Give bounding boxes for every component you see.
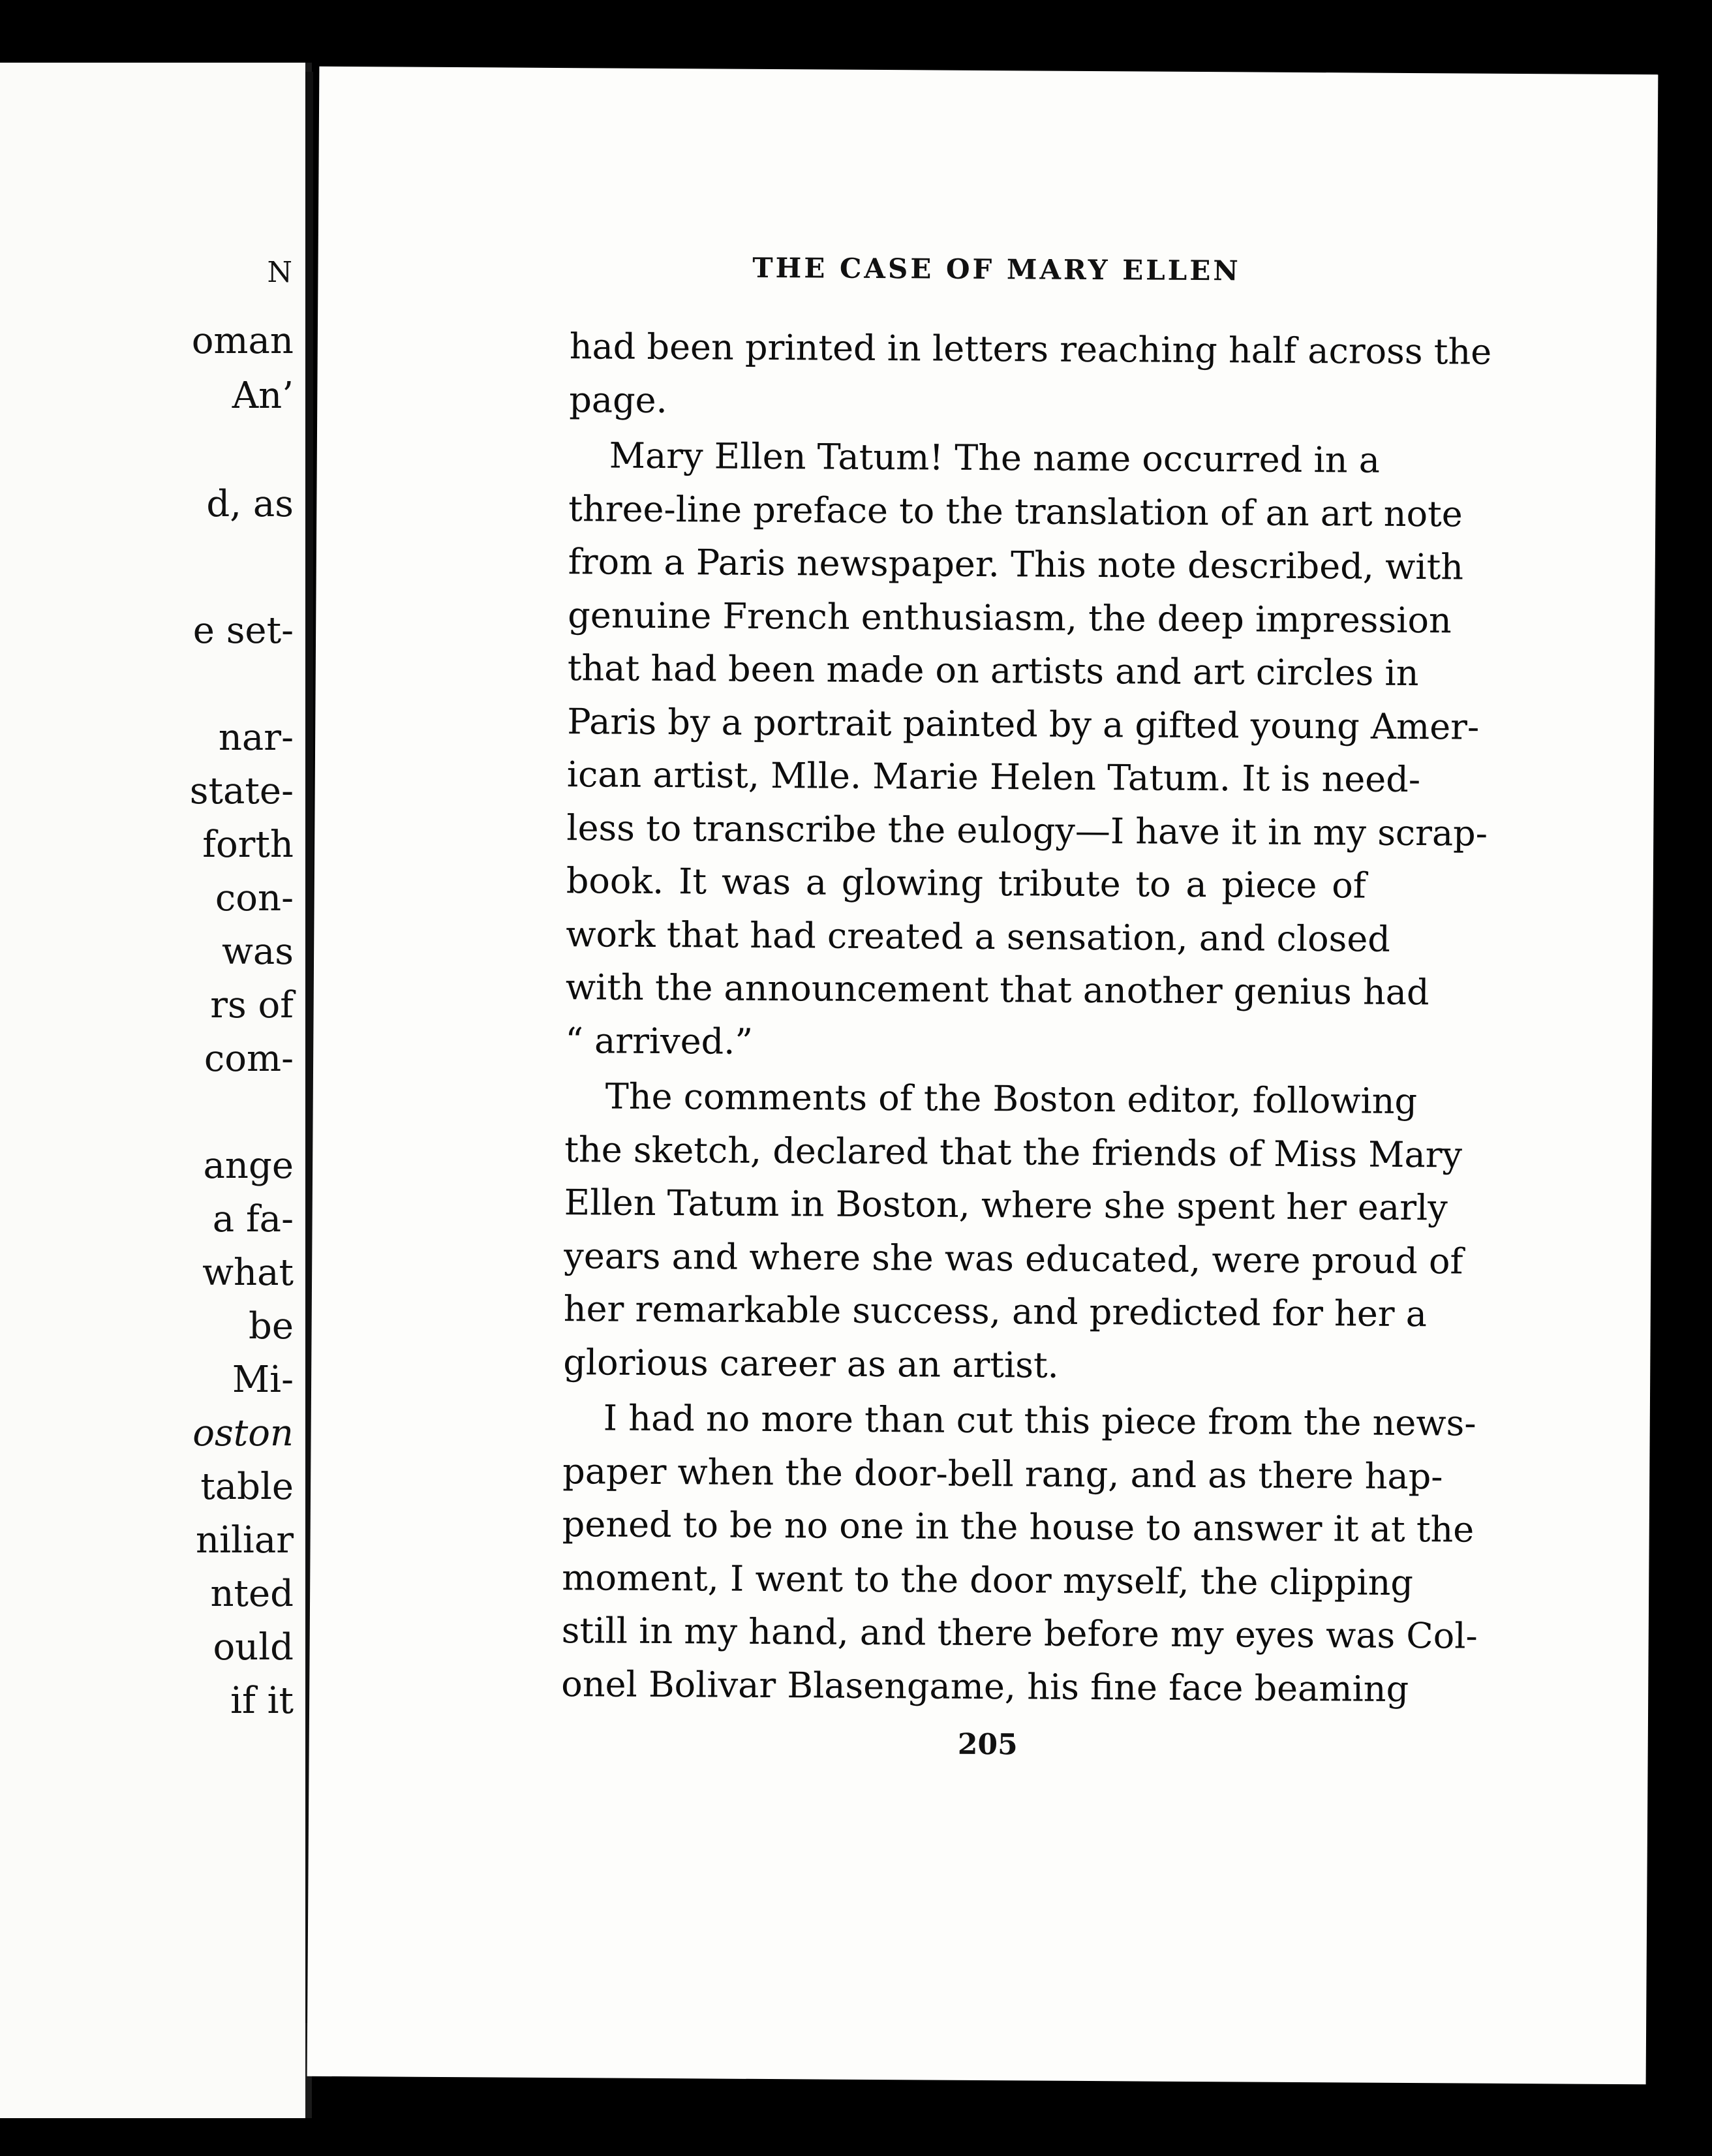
text-line: genuine French enthusiasm, the deep impression (568, 594, 1452, 641)
left-line-fragment: if it (230, 1680, 294, 1722)
text-line: moment, I went to the door myself, the clipping (562, 1556, 1414, 1603)
left-line-fragment: be (249, 1305, 294, 1348)
left-line-fragment: niliar (196, 1519, 294, 1562)
text-line: onel Bolivar Blasengame, his fine face beaming (561, 1663, 1409, 1710)
text-line: Ellen Tatum in Boston, where she spent her early (564, 1182, 1448, 1229)
left-line-fragment: forth (202, 824, 294, 866)
page-number: 205 (957, 1727, 1018, 1762)
left-running-head-fragment: N (267, 256, 295, 289)
left-line-fragment: An’ (232, 375, 294, 417)
left-line-fragment: ange (203, 1145, 294, 1187)
right-page (307, 67, 1658, 2084)
text-line: from a Paris newspaper. This note described, with (568, 541, 1464, 588)
left-page (0, 63, 312, 2118)
left-line-fragment: ould (213, 1626, 294, 1669)
left-line-fragment: state- (189, 770, 294, 812)
left-line-fragment: e set- (192, 609, 294, 652)
text-line: years and where she was educated, were proud of (564, 1235, 1463, 1282)
text-line: had been printed in letters reaching half across the (569, 326, 1492, 373)
text-line: work that had created a sensation, and closed (566, 913, 1391, 960)
left-line-fragment: rs of (210, 984, 294, 1026)
left-line-fragment: what (202, 1252, 294, 1294)
text-line: ican artist, Mlle. Marie Helen Tatum. It is need- (566, 754, 1421, 801)
text-line: with the announcement that another genius had (565, 966, 1429, 1013)
running-head: THE CASE OF MARY ELLEN (752, 251, 1241, 287)
text-line: The comments of the Boston editor, following (605, 1075, 1418, 1122)
text-line: the sketch, declared that the friends of Miss Mary (564, 1128, 1463, 1175)
text-line: three-line preface to the translation of an art note (568, 487, 1463, 534)
left-line-fragment: Mi- (232, 1359, 294, 1401)
left-line-fragment: d, as (206, 483, 294, 525)
text-line: pened to be no one in the house to answer it at the (562, 1503, 1475, 1550)
text-line: still in my hand, and there before my eyes was Col- (561, 1610, 1478, 1657)
left-line-fragment: con- (215, 877, 294, 919)
body-text (561, 320, 1492, 1715)
left-line-fragment: com- (204, 1038, 294, 1080)
text-line: her remarkable success, and predicted for her a (563, 1288, 1428, 1335)
text-line: book. It was a glowing tribute to a piece of (566, 860, 1366, 906)
text-line: I had no more than cut this piece from the news- (603, 1397, 1476, 1444)
left-line-fragment: oman (191, 320, 294, 362)
text-line: glorious career as an artist. (563, 1341, 1059, 1386)
left-line-fragment: oston (192, 1412, 294, 1455)
text-line: Paris by a portrait painted by a gifted young Amer- (567, 700, 1480, 748)
left-line-fragment: nted (210, 1573, 294, 1615)
left-line-fragment: table (200, 1466, 294, 1508)
text-line: Mary Ellen Tatum! The name occurred in a (609, 435, 1381, 481)
left-line-fragment: nar- (218, 716, 294, 759)
text-line: paper when the door-bell rang, and as there hap- (562, 1450, 1443, 1497)
text-line: “ arrived.” (565, 1019, 754, 1062)
text-line: less to transcribe the eulogy—I have it in my scrap- (566, 807, 1488, 854)
left-line-fragment: a fa- (212, 1198, 294, 1240)
text-line: page. (569, 378, 667, 421)
text-line: that had been made on artists and art circles in (567, 647, 1419, 694)
left-line-fragment: was (221, 931, 294, 973)
